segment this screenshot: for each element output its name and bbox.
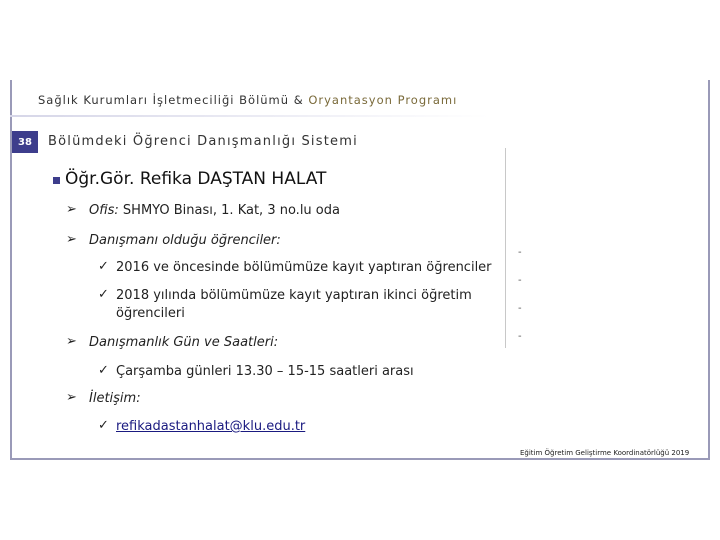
arrow-bullet-icon: ➢ (66, 202, 77, 217)
dash-marker: - (518, 331, 522, 342)
header-title-part1: Sağlık Kurumları İşletmeciliği Bölümü & (38, 93, 309, 107)
hours-label: Danışmanlık Gün ve Saatleri: (89, 335, 279, 350)
checkmark-icon: ✓ (98, 287, 109, 302)
dash-marker: - (518, 275, 522, 286)
arrow-bullet-icon: ➢ (66, 390, 77, 405)
students-item-1: 2016 ve öncesinde bölümümüze kayıt yaptıran öğrenciler (116, 260, 492, 275)
students-item-2-cont: öğrencileri (116, 306, 185, 321)
students-item-2: 2018 yılında bölümümüze kayıt yaptıran ikinci öğretim (116, 288, 472, 303)
slide-subtitle: Bölümdeki Öğrenci Danışmanlığı Sistemi (48, 134, 358, 149)
office-value: SHMYO Binası, 1. Kat, 3 no.lu oda (118, 203, 340, 218)
email-link[interactable]: refikadastanhalat@klu.edu.tr (116, 419, 306, 434)
square-bullet-icon (53, 177, 60, 184)
dash-marker: - (518, 303, 522, 314)
checkmark-icon: ✓ (98, 259, 109, 274)
slide-header (38, 93, 457, 107)
students-label: Danışmanı olduğu öğrenciler: (89, 233, 281, 248)
arrow-bullet-icon: ➢ (66, 232, 77, 247)
arrow-bullet-icon: ➢ (66, 334, 77, 349)
office-label: Ofis: (89, 203, 119, 218)
checkmark-icon: ✓ (98, 363, 109, 378)
footer-text: Eğitim Öğretim Geliştirme Koordinatörlüğü 2019 (520, 449, 690, 457)
vertical-divider (505, 148, 506, 348)
advisor-name: Öğr.Gör. Refika DAŞTAN HALAT (65, 169, 327, 189)
office-line (89, 203, 340, 218)
slide-number: 38 (12, 131, 38, 153)
header-divider (10, 115, 490, 117)
header-title-part2: Oryantasyon Programı (308, 93, 458, 107)
contact-label: İletişim: (89, 391, 141, 406)
checkmark-icon: ✓ (98, 418, 109, 433)
hours-value: Çarşamba günleri 13.30 – 15-15 saatleri arası (116, 364, 414, 379)
dash-marker: - (518, 247, 522, 258)
